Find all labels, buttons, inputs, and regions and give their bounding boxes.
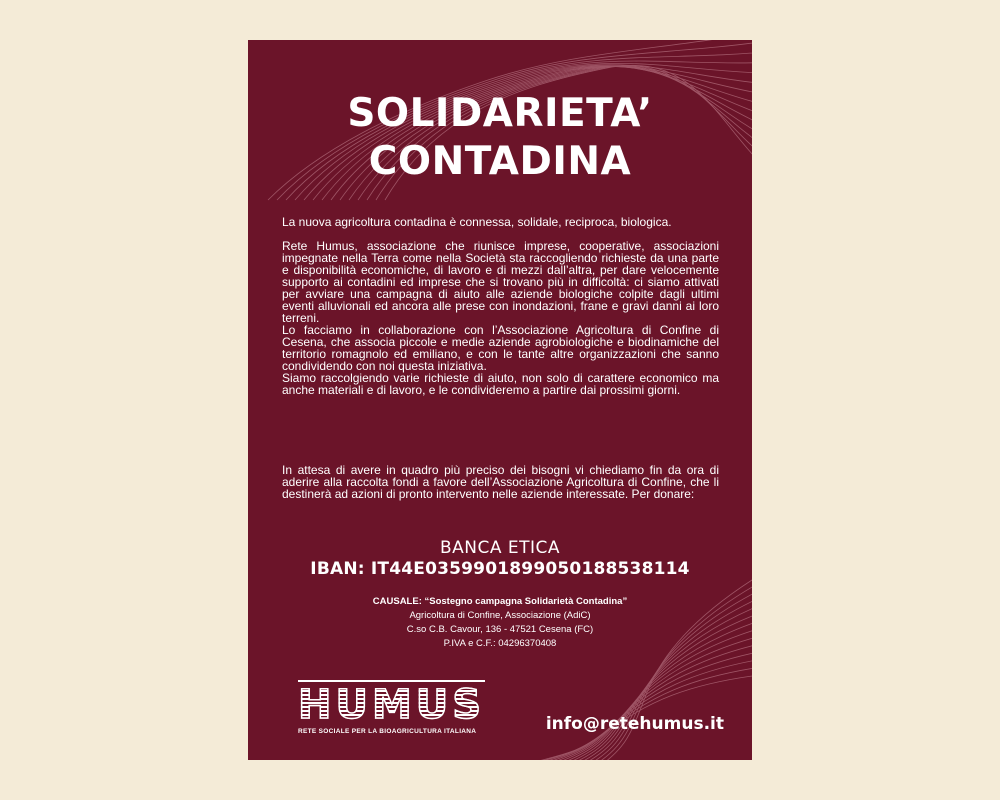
donation-text xyxy=(282,464,719,500)
association-vat: P.IVA e C.F.: 04296370408 xyxy=(443,638,557,649)
paragraph-intro: La nuova agricoltura contadina è connessa, solidale, reciproca, biologica. xyxy=(282,215,672,229)
paragraph-collaboration: Lo facciamo in collaborazione con l’Associazione Agricoltura di Confine di Cesena, che associa piccole e medie aziende agrobiologiche e biodinamiche del territorio romagnolo ed emiliano, e con le tante altre organizzazioni che sanno condividendo con noi questa iniziativa. xyxy=(282,323,719,373)
humus-logo xyxy=(298,680,486,735)
wave-line xyxy=(490,658,752,760)
wave-line xyxy=(498,650,752,760)
iban: IBAN: IT44E0359901899050188538114 xyxy=(310,559,690,579)
humus-logo-tagline: RETE SOCIALE PER LA BIOAGRICULTURA ITALIANA xyxy=(298,728,477,735)
causale-block xyxy=(248,595,752,651)
title-line-2: CONTADINA xyxy=(368,139,632,184)
poster xyxy=(248,40,752,760)
wave-line xyxy=(482,666,752,760)
humus-logo-wordmark: HUMUS xyxy=(298,682,486,728)
bank-name: BANCA ETICA xyxy=(439,538,561,558)
wave-line xyxy=(506,642,752,760)
paragraph-rete-humus: Rete Humus, associazione che riunisce imprese, cooperative, associazioni impegnate nella Terra come nella Società sta raccogliendo richieste da una parte e disponibilità economiche, di lavoro e di mezzi dall’altra, per dare velocemente supporto ai contadini ed imprese che si trovano più in difficoltà: ci siamo attivati per avviare una campagna di aiuto alle aziende biologiche colpite dagli ultimi eventi alluvionali ed ancora alle prese con inondazioni, frane e gravi danni ai loro terreni. xyxy=(282,239,719,325)
paragraph-donate: In attesa di avere in quadro più preciso dei bisogni vi chiediamo fin da ora di aderire alla raccolta fondi a favore dell’Associazione Agricoltura di Confine, che li destinerà ad azioni di pronto intervento nelle aziende interessate. Per donare: xyxy=(282,463,719,501)
paragraph-requests: Siamo raccolgiendo varie richieste di aiuto, non solo di carattere economico ma anche materiali e di lavoro, e le condivideremo a partire dai prossimi giorni. xyxy=(282,371,719,397)
poster-title xyxy=(248,90,752,186)
title-line-1: SOLIDARIETA’ xyxy=(347,91,653,136)
intro-text xyxy=(282,216,719,396)
bank-details xyxy=(248,538,752,580)
wave-line xyxy=(514,634,752,760)
association-name: Agricoltura di Confine, Associazione (AdiC) xyxy=(409,610,591,621)
association-address: C.so C.B. Cavour, 136 - 47521 Cesena (FC) xyxy=(406,624,594,635)
causale-line: CAUSALE: “Sostegno campagna Solidarietà Contadina” xyxy=(372,596,628,607)
contact-email[interactable]: info@retehumus.it xyxy=(545,714,724,734)
